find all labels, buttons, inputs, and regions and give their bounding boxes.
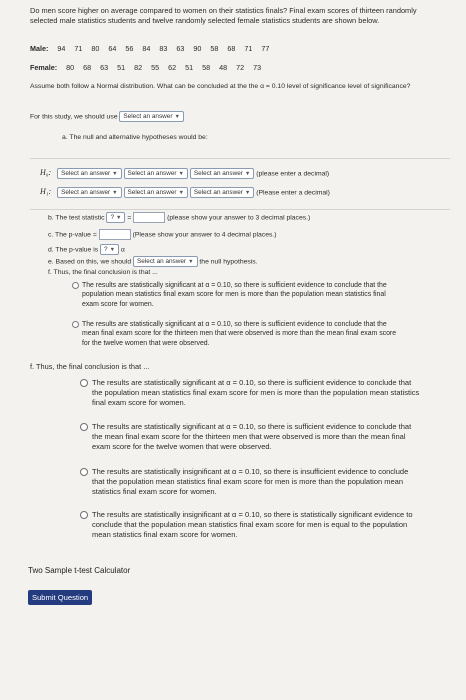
option-text: The results are statistically significant at α = 0.10, so there is sufficient evidence to conclude that the population mean statistics final exam score for men is more than the population mean statistics final exam score for women.: [82, 282, 387, 308]
part-a-label: a. The null and alternative hypotheses would be:: [62, 134, 208, 141]
score-value: 56: [125, 44, 134, 53]
equals-sign: =: [127, 214, 132, 222]
select-text: Select an answer: [61, 170, 111, 177]
score-value: 73: [253, 63, 262, 72]
score-value: 90: [193, 44, 202, 53]
score-value: 71: [244, 44, 253, 53]
select-text: ?: [104, 246, 108, 253]
chevron-down-icon: ▼: [244, 190, 251, 196]
score-value: 68: [227, 44, 236, 53]
test-type-select[interactable]: [119, 111, 183, 122]
score-value: 64: [108, 44, 117, 53]
part-e-label: e. Based on this, we should: [48, 258, 132, 266]
part-b-label: b. The test statistic: [48, 214, 105, 222]
h1-param-select[interactable]: [57, 187, 121, 198]
hypotheses-box: [30, 158, 450, 210]
conclusion-option-small-1[interactable]: [72, 281, 402, 309]
chevron-down-icon: ▼: [112, 190, 118, 196]
score-value: 63: [100, 63, 109, 72]
part-d-row: [48, 244, 125, 255]
conclusion-option-1[interactable]: [80, 378, 420, 408]
part-d-label: d. The p-value is: [48, 246, 99, 254]
score-value: 63: [176, 44, 185, 53]
score-value: 82: [134, 63, 143, 72]
option-text: The results are statistically significant at α = 0.10, so there is sufficient evidence to conclude that the mean final exam score for the thirteen men that were observed is more than the mean final exam score for the twelve women that were observed.: [82, 321, 397, 347]
score-value: 80: [66, 63, 75, 72]
part-e-suffix: the null hypothesis.: [199, 258, 258, 266]
part-b-row: [48, 212, 310, 223]
option-text: The results are statistically significant at α = 0.10, so there is sufficient evidence to conclude that the population mean statistics final exam score for men is more than the population mean statistics final exam score for women.: [92, 378, 420, 408]
score-value: 83: [159, 44, 168, 53]
alpha-symbol: α: [120, 246, 125, 254]
chevron-down-icon: ▼: [174, 114, 180, 120]
score-value: 48: [219, 63, 228, 72]
part-f2-label: f. Thus, the final conclusion is that ...: [30, 362, 150, 371]
male-label: Male:: [30, 44, 49, 53]
score-value: 58: [210, 44, 219, 53]
conclusion-option-small-2[interactable]: [72, 320, 402, 348]
calculator-link[interactable]: Two Sample t-test Calculator: [28, 566, 131, 575]
conclusion-option-3[interactable]: [80, 467, 420, 497]
part-e-row: [48, 256, 258, 267]
female-label: Female:: [30, 63, 58, 72]
score-value: 51: [185, 63, 194, 72]
chevron-down-icon: ▼: [109, 247, 116, 253]
part-b-hint: (please show your answer to 3 decimal places.): [167, 214, 311, 222]
score-value: 94: [57, 44, 66, 53]
h0-operator-select[interactable]: [124, 168, 188, 179]
female-scores-row: [30, 63, 270, 73]
radio-button[interactable]: [72, 282, 79, 289]
test-statistic-select[interactable]: [106, 212, 125, 223]
select-text: Select an answer: [193, 189, 243, 196]
score-value: 77: [261, 44, 270, 53]
submit-question-button[interactable]: Submit Question: [28, 590, 92, 605]
option-text: The results are statistically significant at α = 0.10, so there is sufficient evidence to conclude that the mean final exam score for the thirteen men that were observed is more than the mean final exam score for the twelve women that were observed.: [92, 422, 412, 452]
select-text: Select an answer: [127, 189, 177, 196]
h0-param-select[interactable]: [57, 168, 121, 179]
conclusion-option-4[interactable]: [80, 510, 420, 540]
select-text: Select an answer: [137, 258, 187, 265]
part-c-label: c. The p-value =: [48, 231, 97, 239]
conclusion-option-2[interactable]: [80, 422, 420, 452]
h1-symbol: H₁:: [40, 187, 52, 197]
score-value: 84: [142, 44, 151, 53]
radio-button[interactable]: [80, 379, 88, 387]
h1-row: [40, 187, 330, 198]
score-value: 51: [117, 63, 126, 72]
h1-value-select[interactable]: [190, 187, 254, 198]
assumption-text: Assume both follow a Normal distribution. What can be concluded at the the α = 0.10 level of significance level of significance?: [30, 83, 411, 90]
decision-select[interactable]: [133, 256, 197, 267]
chevron-down-icon: ▼: [188, 259, 194, 265]
male-scores-row: [30, 44, 278, 54]
score-value: 58: [202, 63, 211, 72]
score-value: 55: [151, 63, 160, 72]
h1-operator-select[interactable]: [124, 187, 188, 198]
score-value: 62: [168, 63, 177, 72]
part-c-hint: (Please show your answer to 4 decimal places.): [132, 231, 277, 239]
part-f-label: f. Thus, the final conclusion is that ...: [48, 269, 158, 276]
select-text: Select an answer: [193, 170, 243, 177]
part-c-row: [48, 229, 277, 240]
select-text: Select an answer: [61, 189, 111, 196]
radio-button[interactable]: [80, 511, 88, 519]
study-line: [30, 111, 184, 122]
chevron-down-icon: ▼: [112, 171, 118, 177]
test-statistic-input[interactable]: [133, 212, 165, 223]
h0-value-select[interactable]: [190, 168, 254, 179]
chevron-down-icon: ▼: [116, 215, 122, 221]
h0-decimal-hint: (please enter a decimal): [256, 170, 330, 178]
chevron-down-icon: ▼: [178, 190, 184, 196]
radio-button[interactable]: [72, 321, 79, 328]
score-value: 71: [74, 44, 83, 53]
chevron-down-icon: ▼: [178, 171, 184, 177]
radio-button[interactable]: [80, 468, 88, 476]
score-value: 72: [236, 63, 245, 72]
select-text: Select an answer: [123, 113, 173, 120]
score-value: 68: [83, 63, 92, 72]
p-value-input[interactable]: [99, 229, 131, 240]
option-text: The results are statistically insignificant at α = 0.10, so there is statistically significant evidence to conclude that the population mean statistics final exam score for men is equal to the population mean statistics final exam score for women.: [92, 510, 413, 540]
chevron-down-icon: ▼: [244, 171, 251, 177]
h0-row: [40, 168, 329, 179]
radio-button[interactable]: [80, 423, 88, 431]
score-value: 80: [91, 44, 100, 53]
h0-symbol: H₀:: [40, 168, 52, 178]
study-prefix: For this study, we should use: [30, 113, 118, 121]
p-value-compare-select[interactable]: [100, 244, 119, 255]
question-intro: Do men score higher on average compared to women on their statistics finals? Final exam scores of thirteen randomly selected male statistics students and twelve randomly selected female statistics students are shown below.: [30, 6, 417, 25]
select-text: Select an answer: [127, 170, 177, 177]
option-text: The results are statistically insignificant at α = 0.10, so there is insufficient evidence to conclude that the population mean statistics final exam score for men is more than the population mean statistics final exam score for women.: [92, 467, 409, 497]
h1-decimal-hint: (Please enter a decimal): [256, 189, 330, 197]
select-text: ?: [110, 214, 114, 221]
